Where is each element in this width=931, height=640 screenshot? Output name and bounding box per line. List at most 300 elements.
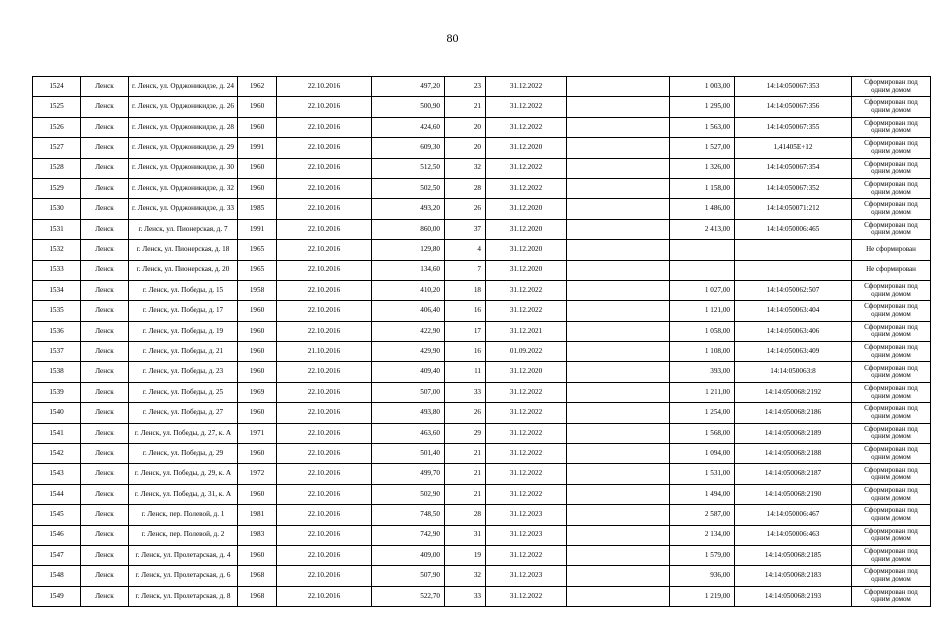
amount-cell: 1 568,00 — [670, 423, 735, 443]
date-cell: 22.10.2016 — [277, 219, 372, 239]
date-cell: 22.10.2016 — [277, 260, 372, 280]
date-cell: 22.10.2016 — [277, 525, 372, 545]
page-number: 80 — [446, 31, 459, 45]
cadastral-number-cell: 14:14:050063:8 — [735, 362, 852, 382]
table-row — [33, 362, 931, 382]
due-date-cell: 31.12.2023 — [486, 566, 567, 586]
address-cell: г. Ленск, ул. Орджоникидзе, д. 24 — [129, 77, 238, 97]
cadastral-number-cell: 14:14:050063:404 — [735, 301, 852, 321]
units-cell: 21 — [445, 97, 486, 117]
amount-cell: 1 579,00 — [670, 545, 735, 565]
cadastral-number-cell: 14:14:050006:465 — [735, 219, 852, 239]
row-number-cell: 1524 — [33, 77, 81, 97]
row-number-cell: 1534 — [33, 280, 81, 300]
table-row — [33, 178, 931, 198]
units-cell: 29 — [445, 423, 486, 443]
row-number-cell: 1525 — [33, 97, 81, 117]
cadastral-number-cell: 14:14:050067:356 — [735, 97, 852, 117]
empty-cell — [567, 199, 670, 219]
due-date-cell: 31.12.2022 — [486, 97, 567, 117]
area-cell: 406,40 — [372, 301, 445, 321]
units-cell: 18 — [445, 280, 486, 300]
area-cell: 502,50 — [372, 178, 445, 198]
due-date-cell: 31.12.2020 — [486, 362, 567, 382]
units-cell: 11 — [445, 362, 486, 382]
empty-cell — [567, 97, 670, 117]
build-year-cell: 1985 — [238, 199, 277, 219]
empty-cell — [567, 219, 670, 239]
amount-cell: 2 587,00 — [670, 505, 735, 525]
units-cell: 4 — [445, 240, 486, 260]
amount-cell: 2 134,00 — [670, 525, 735, 545]
city-cell: Ленск — [81, 138, 129, 158]
status-cell: Сформирован под одним домом — [852, 362, 931, 382]
cadastral-number-cell: 1,41405E+12 — [735, 138, 852, 158]
date-cell: 22.10.2016 — [277, 158, 372, 178]
city-cell: Ленск — [81, 505, 129, 525]
build-year-cell: 1991 — [238, 138, 277, 158]
row-number-cell: 1533 — [33, 260, 81, 280]
table-row — [33, 464, 931, 484]
due-date-cell: 31.12.2020 — [486, 240, 567, 260]
amount-cell: 1 108,00 — [670, 342, 735, 362]
units-cell: 7 — [445, 260, 486, 280]
build-year-cell: 1960 — [238, 178, 277, 198]
address-cell: г. Ленск, ул. Победы, д. 15 — [129, 280, 238, 300]
table-row — [33, 484, 931, 504]
build-year-cell: 1960 — [238, 97, 277, 117]
due-date-cell: 31.12.2020 — [486, 138, 567, 158]
units-cell: 21 — [445, 444, 486, 464]
city-cell: Ленск — [81, 97, 129, 117]
row-number-cell: 1537 — [33, 342, 81, 362]
date-cell: 22.10.2016 — [277, 362, 372, 382]
cadastral-number-cell: 14:14:050068:2188 — [735, 444, 852, 464]
build-year-cell: 1960 — [238, 362, 277, 382]
due-date-cell: 31.12.2022 — [486, 280, 567, 300]
build-year-cell: 1969 — [238, 382, 277, 402]
city-cell: Ленск — [81, 240, 129, 260]
due-date-cell: 31.12.2020 — [486, 199, 567, 219]
empty-cell — [567, 117, 670, 137]
empty-cell — [567, 586, 670, 606]
table-row — [33, 301, 931, 321]
date-cell: 22.10.2016 — [277, 423, 372, 443]
table-row — [33, 117, 931, 137]
empty-cell — [567, 484, 670, 504]
row-number-cell: 1526 — [33, 117, 81, 137]
build-year-cell: 1960 — [238, 321, 277, 341]
empty-cell — [567, 342, 670, 362]
table-row — [33, 423, 931, 443]
area-cell: 500,90 — [372, 97, 445, 117]
address-cell: г. Ленск, ул. Победы, д. 23 — [129, 362, 238, 382]
build-year-cell: 1962 — [238, 77, 277, 97]
amount-cell: 1 219,00 — [670, 586, 735, 606]
units-cell: 20 — [445, 117, 486, 137]
area-cell: 134,60 — [372, 260, 445, 280]
address-cell: г. Ленск, ул. Пионерская, д. 18 — [129, 240, 238, 260]
table-row — [33, 280, 931, 300]
due-date-cell: 31.12.2022 — [486, 158, 567, 178]
build-year-cell: 1968 — [238, 586, 277, 606]
amount-cell: 1 121,00 — [670, 301, 735, 321]
cadastral-number-cell: 14:14:050068:2192 — [735, 382, 852, 402]
due-date-cell: 31.12.2020 — [486, 260, 567, 280]
status-cell: Сформирован под одним домом — [852, 158, 931, 178]
empty-cell — [567, 382, 670, 402]
address-cell: г. Ленск, ул. Орджоникидзе, д. 33 — [129, 199, 238, 219]
table-row — [33, 260, 931, 280]
table-body — [33, 77, 931, 607]
due-date-cell: 31.12.2022 — [486, 545, 567, 565]
city-cell: Ленск — [81, 342, 129, 362]
city-cell: Ленск — [81, 178, 129, 198]
address-cell: г. Ленск, ул. Победы, д. 31, к. А — [129, 484, 238, 504]
due-date-cell: 31.12.2022 — [486, 484, 567, 504]
row-number-cell: 1549 — [33, 586, 81, 606]
area-cell: 129,80 — [372, 240, 445, 260]
cadastral-number-cell: 14:14:050063:409 — [735, 342, 852, 362]
empty-cell — [567, 260, 670, 280]
area-cell: 507,90 — [372, 566, 445, 586]
address-cell: г. Ленск, ул. Победы, д. 21 — [129, 342, 238, 362]
table-row — [33, 525, 931, 545]
area-cell: 499,70 — [372, 464, 445, 484]
status-cell: Сформирован под одним домом — [852, 545, 931, 565]
row-number-cell: 1539 — [33, 382, 81, 402]
due-date-cell: 01.09.2022 — [486, 342, 567, 362]
build-year-cell: 1960 — [238, 403, 277, 423]
amount-cell: 393,00 — [670, 362, 735, 382]
area-cell: 609,30 — [372, 138, 445, 158]
amount-cell — [670, 240, 735, 260]
area-cell: 522,70 — [372, 586, 445, 606]
table-row — [33, 382, 931, 402]
housing-register-table — [32, 76, 931, 607]
area-cell: 742,90 — [372, 525, 445, 545]
date-cell: 22.10.2016 — [277, 586, 372, 606]
row-number-cell: 1541 — [33, 423, 81, 443]
build-year-cell: 1972 — [238, 464, 277, 484]
build-year-cell: 1968 — [238, 566, 277, 586]
units-cell: 33 — [445, 586, 486, 606]
units-cell: 16 — [445, 342, 486, 362]
city-cell: Ленск — [81, 117, 129, 137]
cadastral-number-cell — [735, 240, 852, 260]
area-cell: 493,80 — [372, 403, 445, 423]
due-date-cell: 31.12.2022 — [486, 117, 567, 137]
date-cell: 21.10.2016 — [277, 342, 372, 362]
date-cell: 22.10.2016 — [277, 77, 372, 97]
table-row — [33, 240, 931, 260]
build-year-cell: 1960 — [238, 484, 277, 504]
units-cell: 17 — [445, 321, 486, 341]
empty-cell — [567, 280, 670, 300]
amount-cell: 1 531,00 — [670, 464, 735, 484]
area-cell: 409,00 — [372, 545, 445, 565]
address-cell: г. Ленск, ул. Орджоникидзе, д. 30 — [129, 158, 238, 178]
table-row — [33, 199, 931, 219]
empty-cell — [567, 77, 670, 97]
cadastral-number-cell: 14:14:050006:463 — [735, 525, 852, 545]
date-cell: 22.10.2016 — [277, 138, 372, 158]
amount-cell: 1 027,00 — [670, 280, 735, 300]
status-cell: Сформирован под одним домом — [852, 464, 931, 484]
date-cell: 22.10.2016 — [277, 97, 372, 117]
table-row — [33, 138, 931, 158]
table-row — [33, 566, 931, 586]
status-cell: Сформирован под одним домом — [852, 423, 931, 443]
date-cell: 22.10.2016 — [277, 240, 372, 260]
row-number-cell: 1528 — [33, 158, 81, 178]
due-date-cell: 31.12.2022 — [486, 464, 567, 484]
address-cell: г. Ленск, ул. Победы, д. 29, к. А — [129, 464, 238, 484]
units-cell: 32 — [445, 158, 486, 178]
row-number-cell: 1545 — [33, 505, 81, 525]
city-cell: Ленск — [81, 403, 129, 423]
build-year-cell: 1991 — [238, 219, 277, 239]
build-year-cell: 1960 — [238, 301, 277, 321]
cadastral-number-cell: 14:14:050063:406 — [735, 321, 852, 341]
date-cell: 22.10.2016 — [277, 117, 372, 137]
due-date-cell: 31.12.2022 — [486, 77, 567, 97]
empty-cell — [567, 403, 670, 423]
status-cell: Сформирован под одним домом — [852, 525, 931, 545]
city-cell: Ленск — [81, 260, 129, 280]
amount-cell: 1 254,00 — [670, 403, 735, 423]
table-row — [33, 403, 931, 423]
amount-cell: 1 211,00 — [670, 382, 735, 402]
row-number-cell: 1529 — [33, 178, 81, 198]
area-cell: 748,50 — [372, 505, 445, 525]
city-cell: Ленск — [81, 280, 129, 300]
due-date-cell: 31.12.2023 — [486, 505, 567, 525]
status-cell: Сформирован под одним домом — [852, 219, 931, 239]
row-number-cell: 1548 — [33, 566, 81, 586]
amount-cell: 1 094,00 — [670, 444, 735, 464]
address-cell: г. Ленск, ул. Победы, д. 27 — [129, 403, 238, 423]
table-row — [33, 97, 931, 117]
due-date-cell: 31.12.2022 — [486, 403, 567, 423]
city-cell: Ленск — [81, 464, 129, 484]
amount-cell — [670, 260, 735, 280]
area-cell: 502,90 — [372, 484, 445, 504]
cadastral-number-cell: 14:14:050071:212 — [735, 199, 852, 219]
table-row — [33, 321, 931, 341]
status-cell: Сформирован под одним домом — [852, 97, 931, 117]
status-cell: Сформирован под одним домом — [852, 301, 931, 321]
cadastral-number-cell: 14:14:050062:507 — [735, 280, 852, 300]
empty-cell — [567, 301, 670, 321]
amount-cell: 936,00 — [670, 566, 735, 586]
city-cell: Ленск — [81, 199, 129, 219]
area-cell: 497,20 — [372, 77, 445, 97]
address-cell: г. Ленск, пер. Полевой, д. 1 — [129, 505, 238, 525]
date-cell: 22.10.2016 — [277, 545, 372, 565]
build-year-cell: 1983 — [238, 525, 277, 545]
due-date-cell: 31.12.2022 — [486, 444, 567, 464]
cadastral-number-cell: 14:14:050067:352 — [735, 178, 852, 198]
address-cell: г. Ленск, ул. Победы, д. 17 — [129, 301, 238, 321]
area-cell: 424,60 — [372, 117, 445, 137]
city-cell: Ленск — [81, 545, 129, 565]
build-year-cell: 1960 — [238, 158, 277, 178]
empty-cell — [567, 362, 670, 382]
status-cell: Сформирован под одним домом — [852, 444, 931, 464]
empty-cell — [567, 444, 670, 464]
date-cell: 22.10.2016 — [277, 199, 372, 219]
address-cell: г. Ленск, ул. Пролетарская, д. 8 — [129, 586, 238, 606]
due-date-cell: 31.12.2022 — [486, 382, 567, 402]
row-number-cell: 1544 — [33, 484, 81, 504]
status-cell: Сформирован под одним домом — [852, 77, 931, 97]
row-number-cell: 1532 — [33, 240, 81, 260]
status-cell: Сформирован под одним домом — [852, 586, 931, 606]
due-date-cell: 31.12.2023 — [486, 525, 567, 545]
due-date-cell: 31.12.2022 — [486, 423, 567, 443]
address-cell: г. Ленск, ул. Пионерская, д. 20 — [129, 260, 238, 280]
cadastral-number-cell: 14:14:050068:2185 — [735, 545, 852, 565]
status-cell: Сформирован под одним домом — [852, 403, 931, 423]
address-cell: г. Ленск, ул. Орджоникидзе, д. 29 — [129, 138, 238, 158]
city-cell: Ленск — [81, 566, 129, 586]
cadastral-number-cell: 14:14:050068:2183 — [735, 566, 852, 586]
table-row — [33, 219, 931, 239]
cadastral-number-cell: 14:14:050068:2189 — [735, 423, 852, 443]
status-cell: Сформирован под одним домом — [852, 382, 931, 402]
city-cell: Ленск — [81, 444, 129, 464]
empty-cell — [567, 138, 670, 158]
area-cell: 429,90 — [372, 342, 445, 362]
date-cell: 22.10.2016 — [277, 280, 372, 300]
row-number-cell: 1536 — [33, 321, 81, 341]
row-number-cell: 1535 — [33, 301, 81, 321]
city-cell: Ленск — [81, 484, 129, 504]
due-date-cell: 31.12.2022 — [486, 178, 567, 198]
empty-cell — [567, 464, 670, 484]
date-cell: 22.10.2016 — [277, 403, 372, 423]
table-row — [33, 77, 931, 97]
amount-cell: 1 494,00 — [670, 484, 735, 504]
status-cell: Не сформирован — [852, 240, 931, 260]
due-date-cell: 31.12.2021 — [486, 321, 567, 341]
units-cell: 19 — [445, 545, 486, 565]
amount-cell: 2 413,00 — [670, 219, 735, 239]
address-cell: г. Ленск, ул. Победы, д. 19 — [129, 321, 238, 341]
date-cell: 22.10.2016 — [277, 178, 372, 198]
address-cell: г. Ленск, ул. Орджоникидзе, д. 32 — [129, 178, 238, 198]
address-cell: г. Ленск, ул. Победы, д. 25 — [129, 382, 238, 402]
due-date-cell: 31.12.2020 — [486, 219, 567, 239]
empty-cell — [567, 321, 670, 341]
amount-cell: 1 158,00 — [670, 178, 735, 198]
city-cell: Ленск — [81, 362, 129, 382]
amount-cell: 1 295,00 — [670, 97, 735, 117]
units-cell: 16 — [445, 301, 486, 321]
table-row — [33, 444, 931, 464]
address-cell: г. Ленск, ул. Орджоникидзе, д. 28 — [129, 117, 238, 137]
row-number-cell: 1527 — [33, 138, 81, 158]
build-year-cell: 1960 — [238, 545, 277, 565]
build-year-cell: 1981 — [238, 505, 277, 525]
city-cell: Ленск — [81, 219, 129, 239]
amount-cell: 1 003,00 — [670, 77, 735, 97]
units-cell: 33 — [445, 382, 486, 402]
build-year-cell: 1960 — [238, 342, 277, 362]
row-number-cell: 1540 — [33, 403, 81, 423]
city-cell: Ленск — [81, 321, 129, 341]
area-cell: 410,20 — [372, 280, 445, 300]
build-year-cell: 1960 — [238, 117, 277, 137]
area-cell: 507,00 — [372, 382, 445, 402]
cadastral-number-cell: 14:14:050068:2190 — [735, 484, 852, 504]
status-cell: Не сформирован — [852, 260, 931, 280]
cadastral-number-cell — [735, 260, 852, 280]
units-cell: 26 — [445, 199, 486, 219]
area-cell: 409,40 — [372, 362, 445, 382]
date-cell: 22.10.2016 — [277, 444, 372, 464]
date-cell: 22.10.2016 — [277, 505, 372, 525]
empty-cell — [567, 505, 670, 525]
cadastral-number-cell: 14:14:050068:2187 — [735, 464, 852, 484]
city-cell: Ленск — [81, 423, 129, 443]
address-cell: г. Ленск, ул. Победы, д. 27, к. А — [129, 423, 238, 443]
date-cell: 22.10.2016 — [277, 464, 372, 484]
status-cell: Сформирован под одним домом — [852, 280, 931, 300]
cadastral-number-cell: 14:14:050068:2186 — [735, 403, 852, 423]
status-cell: Сформирован под одним домом — [852, 566, 931, 586]
build-year-cell: 1965 — [238, 240, 277, 260]
row-number-cell: 1546 — [33, 525, 81, 545]
empty-cell — [567, 525, 670, 545]
status-cell: Сформирован под одним домом — [852, 342, 931, 362]
address-cell: г. Ленск, ул. Пролетарская, д. 4 — [129, 545, 238, 565]
build-year-cell: 1971 — [238, 423, 277, 443]
due-date-cell: 31.12.2022 — [486, 301, 567, 321]
build-year-cell: 1965 — [238, 260, 277, 280]
area-cell: 493,20 — [372, 199, 445, 219]
units-cell: 20 — [445, 138, 486, 158]
amount-cell: 1 563,00 — [670, 117, 735, 137]
units-cell: 21 — [445, 484, 486, 504]
status-cell: Сформирован под одним домом — [852, 138, 931, 158]
table-row — [33, 505, 931, 525]
amount-cell: 1 527,00 — [670, 138, 735, 158]
row-number-cell: 1538 — [33, 362, 81, 382]
empty-cell — [567, 178, 670, 198]
area-cell: 860,00 — [372, 219, 445, 239]
status-cell: Сформирован под одним домом — [852, 178, 931, 198]
cadastral-number-cell: 14:14:050067:354 — [735, 158, 852, 178]
amount-cell: 1 486,00 — [670, 199, 735, 219]
city-cell: Ленск — [81, 586, 129, 606]
date-cell: 22.10.2016 — [277, 382, 372, 402]
date-cell: 22.10.2016 — [277, 321, 372, 341]
city-cell: Ленск — [81, 525, 129, 545]
address-cell: г. Ленск, ул. Победы, д. 29 — [129, 444, 238, 464]
city-cell: Ленск — [81, 77, 129, 97]
date-cell: 22.10.2016 — [277, 484, 372, 504]
area-cell: 422,90 — [372, 321, 445, 341]
cadastral-number-cell: 14:14:050006:467 — [735, 505, 852, 525]
area-cell: 501,40 — [372, 444, 445, 464]
build-year-cell: 1960 — [238, 444, 277, 464]
empty-cell — [567, 545, 670, 565]
empty-cell — [567, 566, 670, 586]
city-cell: Ленск — [81, 158, 129, 178]
status-cell: Сформирован под одним домом — [852, 199, 931, 219]
